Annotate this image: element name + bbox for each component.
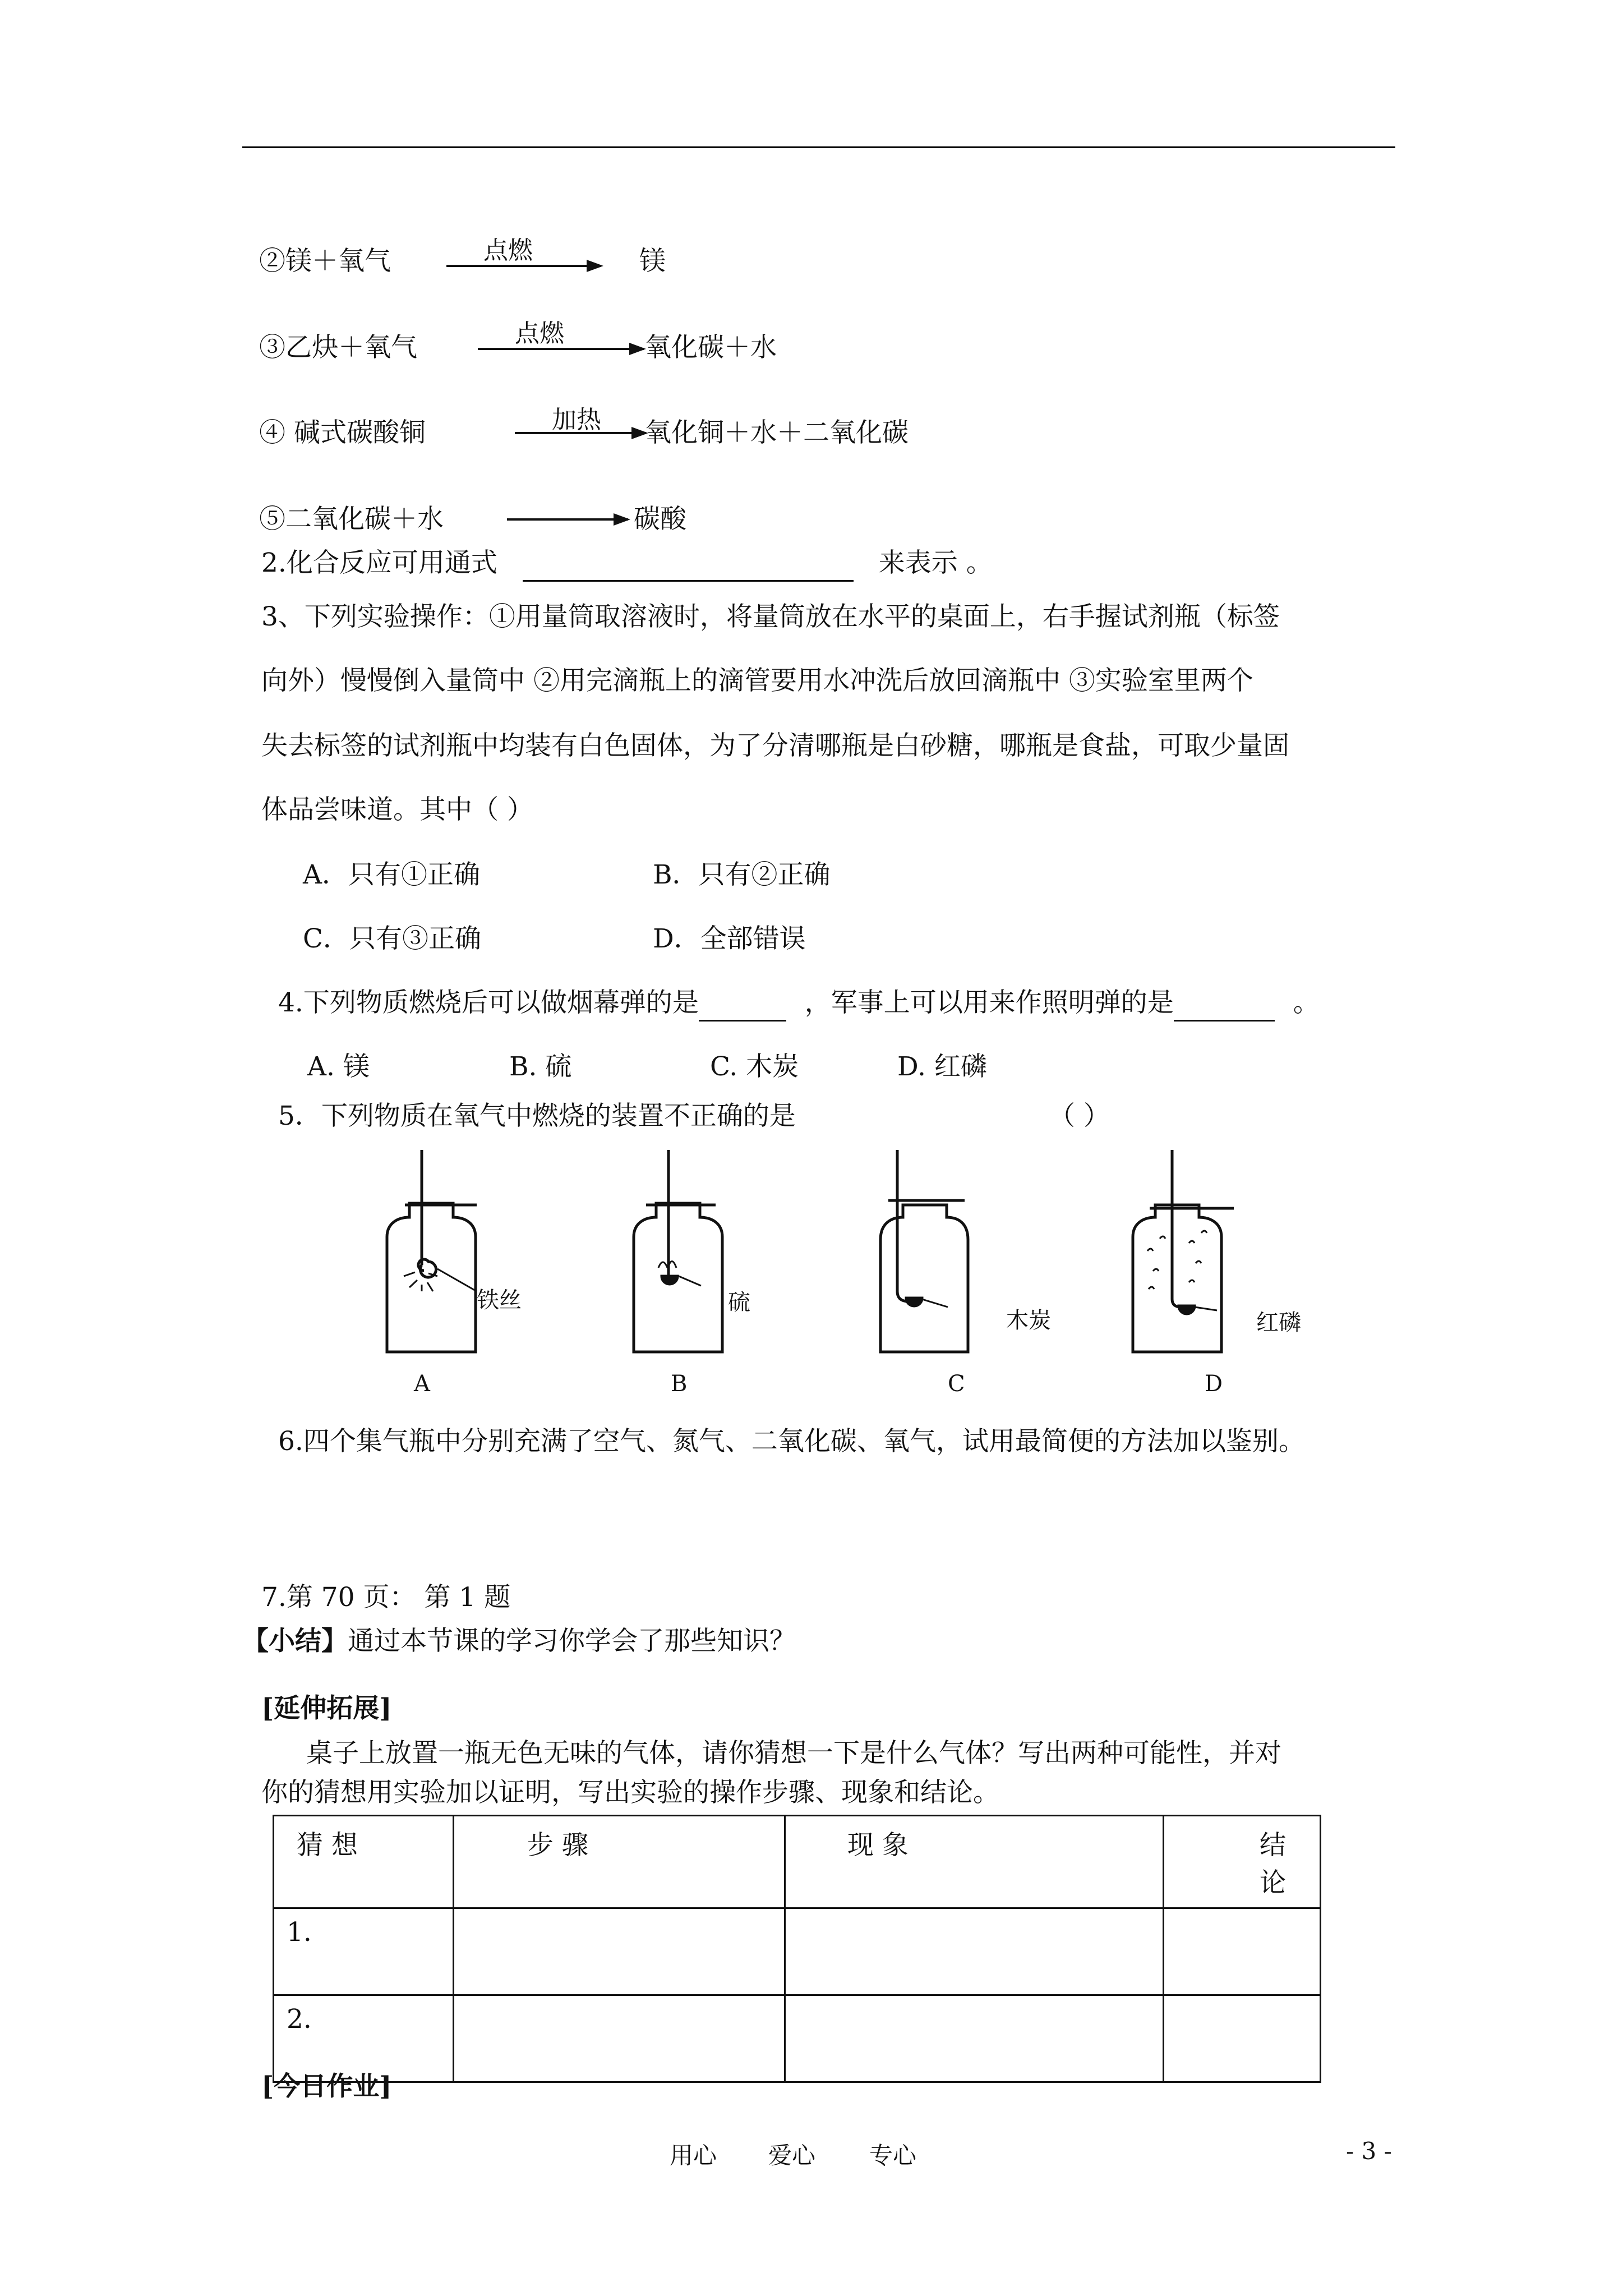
question-2-suffix: 来表示 。 — [878, 547, 993, 578]
question-3-option-c: C．只有③正确 — [303, 923, 481, 954]
question-3-line: 向外）慢慢倒入量筒中 ②用完滴瓶上的滴管要用水冲洗后放回滴瓶中 ③实验室里两个 — [261, 665, 1253, 696]
equation-2-arrow — [446, 265, 601, 267]
question-3-line: 体品尝味道。其中（ ） — [261, 794, 533, 825]
question-3-option-a: A．只有①正确 — [303, 859, 480, 890]
apparatus-c — [880, 1150, 968, 1352]
question-4-end: 。 — [1293, 987, 1320, 1018]
table-row — [274, 1908, 1321, 1995]
apparatus-b-label: 硫 — [728, 1290, 750, 1315]
homework-heading: [今日作业] — [261, 2071, 392, 2102]
extension-line: 你的猜想用实验加以证明，写出实验的操作步骤、现象和结论。 — [261, 1777, 999, 1808]
question-7: 7.第 70 页： 第 1 题 — [261, 1582, 511, 1613]
question-3-line: 失去标签的试剂瓶中均装有白色固体，为了分清哪瓶是白砂糖，哪瓶是食盐，可取少量固 — [261, 730, 1289, 761]
table-cell — [785, 1908, 1164, 1995]
apparatus-a — [387, 1150, 477, 1352]
question-4-middle: ，军事上可以用来作照明弹的是 — [804, 987, 1174, 1018]
apparatus-b — [634, 1150, 722, 1352]
question-4-option-d: D. 红磷 — [897, 1051, 987, 1082]
apparatus-c-letter: C — [948, 1371, 965, 1397]
question-4-option-a: A. 镁 — [307, 1051, 370, 1082]
apparatus-d-label: 红磷 — [1256, 1310, 1301, 1336]
equation-5-lhs: ⑤二氧化碳＋水 — [259, 504, 444, 535]
equation-3-rhs: 氧化碳＋水 — [645, 332, 777, 363]
table-cell: 1. — [274, 1908, 454, 1995]
table-header-cell: 猜 想 — [274, 1816, 454, 1908]
table-header-cell: 步 骤 — [454, 1816, 785, 1908]
question-2-prefix: 2.化合反应可用通式 — [261, 547, 497, 578]
combustion-apparatus-figure — [359, 1139, 1324, 1414]
question-4-blank-2 — [1174, 986, 1275, 1022]
question-4-option-c: C. 木炭 — [710, 1051, 799, 1082]
equation-4-condition: 加热 — [552, 406, 601, 434]
table-cell: 2. — [274, 1995, 454, 2082]
question-5-paren: （ ） — [1049, 1101, 1110, 1131]
apparatus-d — [1133, 1150, 1234, 1352]
question-5-text: 5．下列物质在氧气中燃烧的装置不正确的是 — [278, 1101, 796, 1131]
apparatus-a-letter: A — [414, 1371, 430, 1397]
question-4-option-b: B. 硫 — [509, 1051, 572, 1082]
table-cell — [785, 1995, 1164, 2082]
table-header-row — [274, 1816, 1321, 1908]
equation-3-arrow — [478, 348, 644, 350]
table-header-cell: 现 象 — [785, 1816, 1164, 1908]
footer-item: 用心 — [670, 2142, 717, 2169]
equation-3-condition: 点燃 — [515, 319, 564, 348]
apparatus-a-label: 铁丝 — [477, 1287, 522, 1313]
equation-3-lhs: ③乙炔＋氧气 — [259, 332, 417, 363]
footer-item: 专心 — [869, 2142, 917, 2169]
table-header-cell: 结 论 — [1164, 1816, 1321, 1908]
equation-5-arrow — [507, 518, 628, 521]
summary-label: 【小结】 — [242, 1626, 348, 1657]
summary-text: 通过本节课的学习你学会了那些知识？ — [348, 1626, 796, 1657]
table-cell — [1164, 1995, 1321, 2082]
table-cell — [454, 1908, 785, 1995]
apparatus-c-label: 木炭 — [1006, 1308, 1051, 1333]
question-6: 6.四个集气瓶中分别充满了空气、氮气、二氧化碳、氧气，试用最简便的方法加以鉴别。 — [278, 1426, 1305, 1457]
summary — [242, 1625, 796, 1658]
equation-4-lhs: ④ 碱式碳酸铜 — [259, 417, 426, 448]
extension-heading: [延伸拓展] — [261, 1693, 392, 1724]
question-2-blank — [523, 546, 854, 582]
equation-5-rhs: 碳酸 — [634, 504, 686, 535]
equation-2-lhs: ②镁＋氧气 — [259, 246, 391, 277]
table-cell — [454, 1995, 785, 2082]
page-number: - 3 - — [1346, 2137, 1392, 2165]
apparatus-b-letter: B — [671, 1371, 688, 1397]
equation-2-condition: 点燃 — [483, 236, 533, 265]
question-4-prefix: 4.下列物质燃烧后可以做烟幕弹的是 — [278, 987, 699, 1018]
apparatus-d-letter: D — [1205, 1371, 1223, 1397]
question-4-blank-1 — [699, 986, 786, 1022]
table-cell — [1164, 1908, 1321, 1995]
question-3-option-b: B．只有②正确 — [653, 859, 831, 890]
equation-4-arrow — [515, 432, 646, 434]
table-row — [274, 1995, 1321, 2082]
header-rule — [242, 146, 1395, 148]
extension-line: 桌子上放置一瓶无色无味的气体，请你猜想一下是什么气体？写出两种可能性，并对 — [306, 1738, 1281, 1769]
footer-item: 爱心 — [768, 2142, 816, 2169]
equation-4-rhs: 氧化铜＋水＋二氧化碳 — [645, 417, 909, 448]
question-3-line: 3、下列实验操作：①用量筒取溶液时，将量筒放在水平的桌面上，右手握试剂瓶（标签 — [261, 601, 1280, 632]
question-3-option-d: D．全部错误 — [653, 923, 806, 954]
question-4 — [278, 986, 1320, 1022]
question-2 — [261, 546, 993, 582]
experiment-table — [273, 1815, 1321, 2083]
equation-2-rhs: 镁 — [639, 246, 666, 277]
